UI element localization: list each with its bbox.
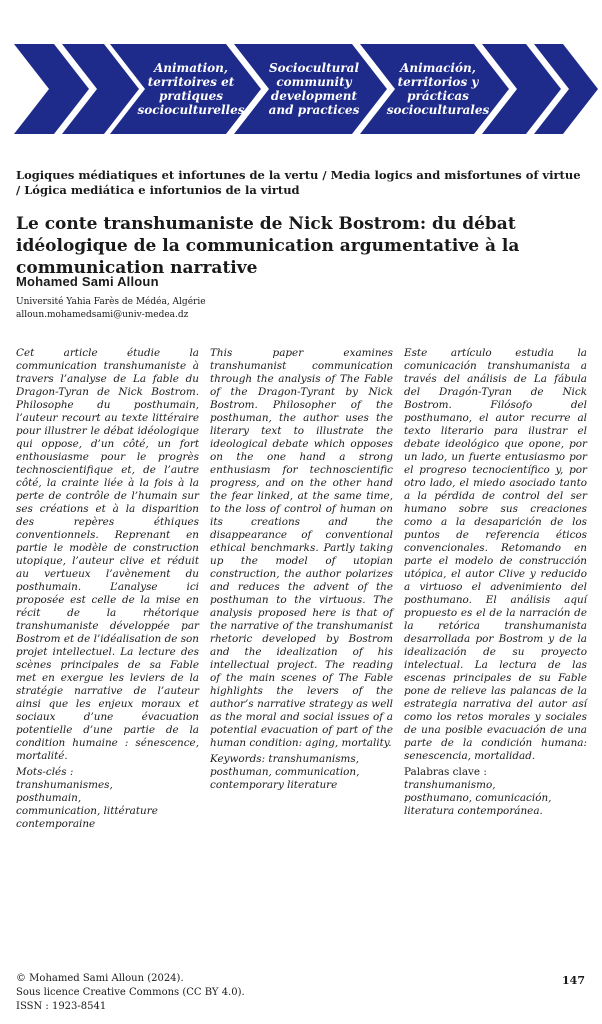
author-affiliation: Université Yahia Farès de Médéa, Algérie	[16, 297, 206, 307]
keyword: posthumano, comunicación,	[404, 792, 552, 804]
keyword: literatura contemporánea.	[404, 805, 543, 817]
section-heading: Logiques médiatiques et infortunes de la vertu / Media logics and misfortunes of virtue / Lógica mediática e infortunios de la virtud	[16, 168, 581, 197]
keywords-en	[210, 753, 393, 792]
article-title: Le conte transhumaniste de Nick Bostrom: du débat idéologique de la communication argumentative à la communication narrative	[16, 214, 520, 278]
footer	[16, 972, 245, 1014]
banner-label-es: Animación, territorios y prácticas socioculturales	[386, 61, 490, 117]
page-number: 147	[562, 974, 585, 987]
keyword: posthumain,	[16, 792, 82, 804]
keywords-es	[404, 766, 587, 818]
abstract-en	[210, 347, 393, 792]
keyword: transhumanismes,	[16, 779, 113, 791]
author-email[interactable]: alloun.mohamedsami@univ-medea.dz	[16, 310, 189, 320]
banner-label-fr: Animation, territoires et pratiques socioculturelles	[137, 61, 245, 117]
keywords-en-label: Keywords: transhumanisms,	[210, 753, 360, 765]
keyword: transhumanismo,	[404, 779, 496, 791]
abstract-es-text: Este artículo estudia la comunicación transhumanista a través del análisis de La fábula del Dragón-Tyran de Nick Bostrom. Filósofo del posthumano, el autor recurre al texto literario para ilustrar el debate ideológico que opone, por un lado, un fuerte entusiasmo por el progreso tecnocientífico y, por otro lado, el miedo asociado tanto a la pérdida de control del ser humano sobre sus creaciones como a la desaparición de los puntos de referencia éticos convencionales. Retomando en parte el modelo de construcción utópica, el autor Clive y reducido a virtuoso el advenimiento del posthumano. El análisis aquí propuesto es el de la narración de la retórica transhumanista desarrollada por Bostrom y de la idealización de su proyecto intelectual. La lectura de las escenas principales de su Fable pone de relieve las palancas de la estrategia narrativa del autor así como los retos morales y sociales de una posible evacuación de una parte de la condición humana: senescencia, mortalidad.	[404, 347, 587, 762]
copyright: © Mohamed Sami Alloun (2024).	[16, 973, 184, 984]
author-name: Mohamed Sami Alloun	[16, 274, 159, 289]
issn: ISSN : 1923-8541	[16, 1001, 107, 1012]
banner-label-en: Sociocultural community development and practices	[268, 61, 360, 117]
keyword: communication, littérature	[16, 805, 158, 817]
keyword: posthuman, communication,	[210, 766, 360, 778]
keyword: contemporaine	[16, 818, 96, 830]
journal-banner	[14, 44, 598, 134]
keywords-es-label: Palabras clave :	[404, 766, 487, 778]
keywords-fr-label: Mots-clés :	[16, 766, 74, 778]
license[interactable]: Sous licence Creative Commons (CC BY 4.0).	[16, 987, 245, 998]
keywords-fr	[16, 766, 199, 831]
abstract-fr	[16, 347, 199, 831]
keyword: contemporary literature	[210, 779, 338, 791]
abstract-fr-text: Cet article étudie la communication transhumaniste à travers l’analyse de La fable du Dragon-Tyran de Nick Bostrom. Philosophe du posthumain, l’auteur recourt au texte littéraire pour illustrer le débat idéologique qui oppose, d’un côté, un fort enthousiasme pour le progrès technoscientifique et, de l’autre côté, la crainte liée à la fois à la perte de contrôle de l’humain sur ses créations et à la disparition des repères éthiques conventionnels. Reprenant en partie le modèle de construction utopique, l’auteur clive et réduit au vertueux l’avènement du posthumain. L’analyse ici proposée est celle de la mise en récit de la rhétorique transhumaniste développée par Bostrom et de l’idéalisation de son projet intellectuel. La lecture des scènes principales de sa Fable met en exergue les leviers de la stratégie narrative de l’auteur ainsi que les enjeux moraux et sociaux d’une évacuation potentielle d’une partie de la condition humaine : sénescence, mortalité.	[16, 347, 199, 762]
abstract-en-text: This paper examines transhumanist communication through the analysis of The Fable of the Dragon-Tyrant by Nick Bostrom. Philosopher of the posthuman, the author uses the literary text to illustrate the ideological debate which opposes on the one hand a strong enthusiasm for technoscientific progress, and on the other hand the fear linked, at the same time, to the loss of control of human on its creations and the disappearance of conventional ethical benchmarks. Partly taking up the model of utopian construction, the author polarizes and reduces the advent of the posthuman to the virtuous. The analysis proposed here is that of the narrative of the transhumanist rhetoric developed by Bostrom and the idealization of his intellectual project. The reading of the main scenes of The Fable highlights the levers of the author’s narrative strategy as well as the moral and social issues of a potential evacuation of part of the human condition: aging, mortality.	[210, 347, 393, 749]
abstract-es	[404, 347, 587, 818]
